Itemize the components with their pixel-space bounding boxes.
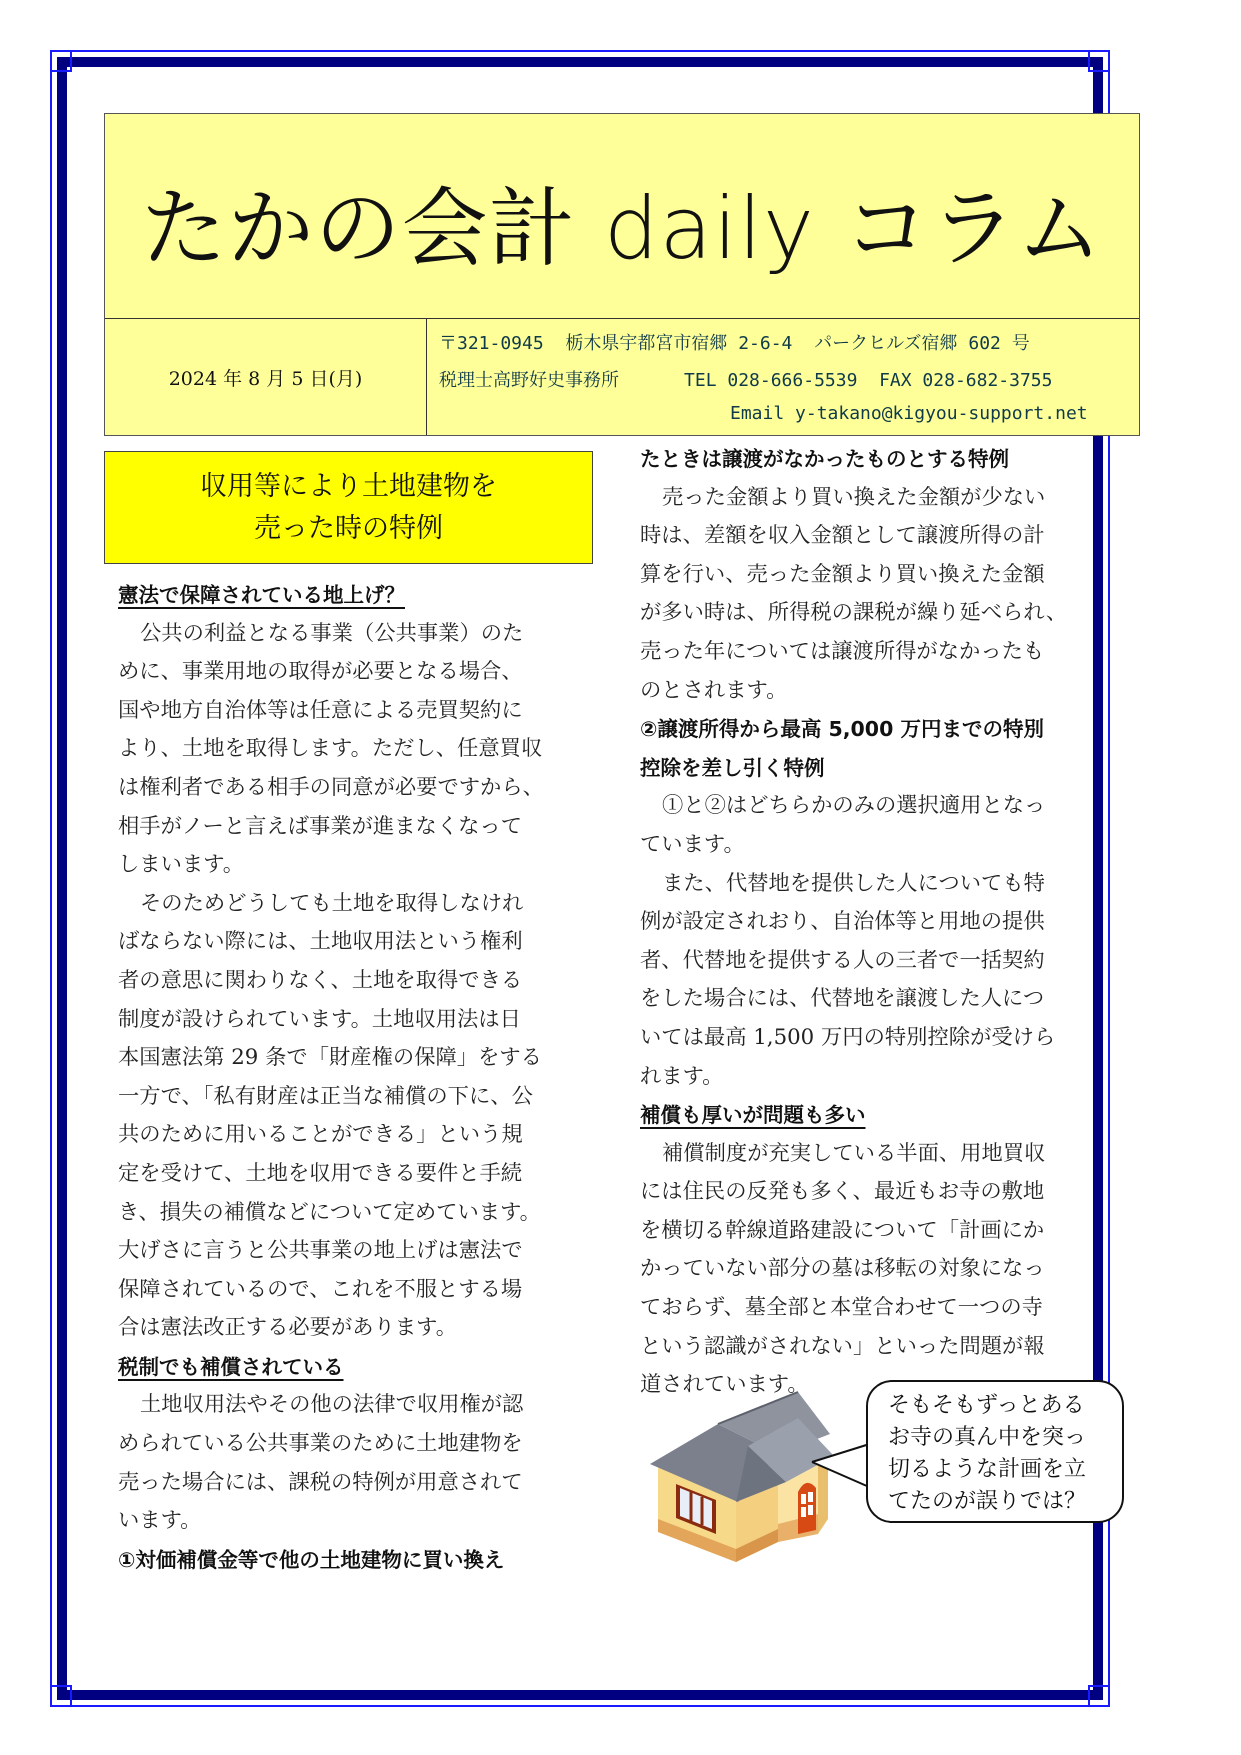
paragraph-line: 者の意思に関わりなく、土地を取得できる (118, 967, 523, 993)
issue-date (105, 319, 427, 435)
paragraph-line: 大げさに言うと公共事業の地上げは憲法で (118, 1238, 523, 1264)
border-corner-ornament (1088, 50, 1110, 72)
section-heading (118, 1348, 608, 1387)
paragraph-line: 土地収用法やその他の法律で収用権が認 (140, 1392, 524, 1418)
article-left-column (118, 576, 608, 1579)
paragraph-line: ておらず、墓全部と本堂合わせて一つの寺 (640, 1295, 1043, 1321)
paragraph-line: のとされます。 (640, 677, 788, 703)
section-heading-text: 憲法で保障されている地上げ？ (118, 583, 405, 607)
section-heading-text: 控除を差し引く特例 (640, 755, 825, 780)
paragraph-line: 制度が設けられています。土地収用法は日 (118, 1006, 521, 1032)
paragraph-line: ています。 (640, 831, 745, 857)
office-address: 〒321-0945 栃木県宇都宮市宿郷 2-6-4 パークヒルズ宿郷 602 号 (439, 333, 1030, 354)
office-name-phone: 税理士高野好史事務所 TEL 028-666-5539 FAX 028-682-3755 (439, 370, 1053, 391)
article-right-column (640, 440, 1130, 1405)
bubble-line: 切るような計画を立 (888, 1457, 1087, 1482)
border-corner-ornament (50, 50, 72, 72)
paragraph-line: 本国憲法第 29 条で「財産権の保障」をする (118, 1045, 542, 1071)
paragraph-line: には住民の反発も多く、最近もお寺の敷地 (640, 1179, 1045, 1205)
paragraph-line: いては最高 1,500 万円の特別控除が受けら (640, 1024, 1056, 1050)
date-text: 2024 年 8 月 5 日(月) (168, 367, 363, 390)
section-heading-text: ②譲渡所得から最高 5,000 万円までの特別 (640, 717, 1044, 742)
border-corner-ornament (50, 1685, 72, 1707)
paragraph-line: は権利者である相手の同意が必要ですから、 (118, 774, 544, 800)
paragraph-line: 道されています。 (640, 1372, 809, 1398)
paragraph-line: れます。 (640, 1063, 724, 1089)
paragraph-line: 売った金額より買い換えた金額が少ない (662, 484, 1046, 510)
paragraph-line: 相手がノーと言えば事業が進まなくなって (118, 813, 523, 839)
paragraph-line: ばならない際には、土地収用法という権利 (118, 929, 523, 955)
bubble-line: てたのが誤りでは？ (888, 1489, 1087, 1514)
article-title-line-1: 収用等により土地建物を (200, 470, 497, 502)
paragraph-line: 国や地方自治体等は任意による売買契約に (118, 697, 523, 723)
paragraph-line: ①と②はどちらかのみの選択適用となっ (662, 793, 1046, 819)
office-email: Email y-takano@kigyou-support.net (730, 403, 1088, 424)
paragraph-line: という認識がされない」といった問題が報 (640, 1333, 1045, 1359)
newsletter-title: たかの会計 daily コラム (140, 179, 1104, 279)
paragraph-line: そのためどうしても土地を取得しなけれ (140, 890, 524, 916)
paragraph-line: められている公共事業のために土地建物を (118, 1431, 523, 1457)
paragraph-line: 公共の利益となる事業（公共事業）のた (140, 620, 524, 646)
newsletter-header (104, 113, 1140, 436)
article-title-box (104, 451, 593, 564)
border-corner-ornament (1088, 1685, 1110, 1707)
paragraph-line: 売った年については譲渡所得がなかったも (640, 638, 1045, 664)
article-title-line-2: 売った時の特例 (254, 512, 443, 544)
paragraph-line: います。 (118, 1508, 202, 1534)
paragraph-line: をした場合には、代替地を譲渡した人につ (640, 986, 1045, 1012)
paragraph-line: 売った場合には、課税の特例が用意されて (118, 1469, 523, 1495)
paragraph-line: が多い時は、所得税の課税が繰り延べられ、 (640, 600, 1068, 626)
paragraph-line: 一方で、「私有財産は正当な補償の下に、公 (118, 1083, 533, 1109)
paragraph-line: 定を受けて、土地を収用できる要件と手続 (118, 1160, 523, 1186)
section-heading (118, 576, 608, 615)
paragraph-line: めに、事業用地の取得が必要となる場合、 (118, 659, 523, 685)
section-heading (640, 749, 1130, 788)
section-heading-text: 税制でも補償されている (118, 1354, 344, 1379)
speech-bubble (866, 1380, 1124, 1523)
bubble-line: そもそもずっとある (888, 1393, 1085, 1418)
paragraph-line: 算を行い、売った金額より買い換えた金額 (640, 561, 1045, 587)
paragraph-line: 例が設定されおり、自治体等と用地の提供 (640, 909, 1045, 935)
section-heading (118, 1541, 608, 1580)
section-heading-text: 補償も厚いが問題も多い (640, 1103, 866, 1128)
section-heading (640, 1096, 1130, 1135)
paragraph-line: を横切る幹線道路建設について「計画にか (640, 1217, 1045, 1243)
paragraph-line: き、損失の補償などについて定めています。 (118, 1199, 541, 1225)
paragraph-line: 者、代替地を提供する人の三者で一括契約 (640, 947, 1045, 973)
paragraph-line: 時は、差額を収入金額として譲渡所得の計 (640, 523, 1045, 549)
section-heading (640, 710, 1130, 749)
bubble-line: お寺の真ん中を突っ (888, 1425, 1087, 1450)
paragraph-line: かっていない部分の墓は移転の対象になっ (640, 1256, 1045, 1282)
paragraph-line: しまいます。 (118, 852, 245, 878)
section-heading (640, 440, 1130, 479)
section-heading-text: ①対価補償金等で他の土地建物に買い換え (118, 1547, 505, 1572)
paragraph-line: より、土地を取得します。ただし、任意買収 (118, 736, 543, 762)
paragraph-line: 共のために用いることができる」という規 (118, 1122, 523, 1148)
paragraph-line: 合は憲法改正する必要があります。 (118, 1315, 458, 1341)
paragraph-line: 保障されているので、これを不服とする場 (118, 1276, 523, 1302)
paragraph-line: また、代替地を提供した人についても特 (662, 870, 1045, 896)
masthead (105, 114, 1139, 319)
paragraph-line: 補償制度が充実している半面、用地買収 (662, 1140, 1046, 1166)
section-heading-text: たときは譲渡がなかったものとする特例 (640, 447, 1009, 471)
office-info (427, 319, 1139, 435)
